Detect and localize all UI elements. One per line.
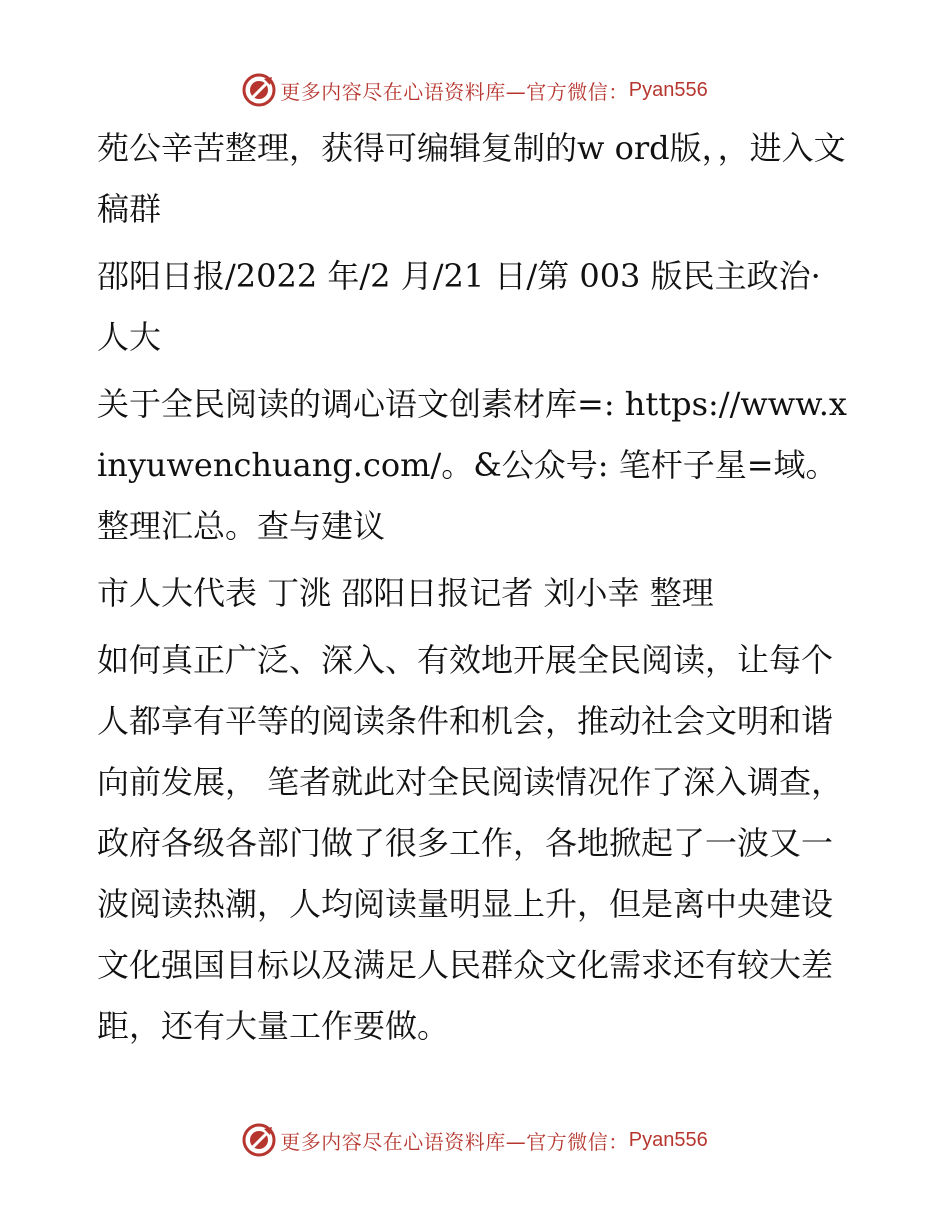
pen-logo-icon — [242, 1123, 276, 1157]
header-banner-text: 更多内容尽在心语资料库—官方微信： — [280, 79, 629, 104]
footer-watermark-banner — [0, 1118, 950, 1162]
header-watermark-banner — [0, 68, 950, 112]
paragraph-editable-note: 苑公辛苦整理，获得可编辑复制的w ord版，，进入文稿群 — [97, 129, 846, 228]
paragraph-body: 如何真正广泛、深入、有效地开展全民阅读，让每个人都享有平等的阅读条件和机会，推动社会文明和谐向前发展， 笔者就此对全民阅读情况作了深入调查， 政府各级各部门做了很多工作，各地掀起了一波又一波阅读热潮，人均阅读量明显上升，但是离中央建设文化强国目标以及满足人民群众文化需求还有较大差距，还有大量工作要做。 — [97, 641, 844, 1045]
paragraph-title: 关于全民阅读的调心语文创素材库=: https://www.xinyuwenchuang.com/。&公众号: 笔杆子星=域。整理汇总。查与建议 — [97, 385, 847, 545]
header-banner-id: Pyan556 — [628, 78, 708, 101]
document-body — [97, 118, 857, 1063]
footer-banner-text: 更多内容尽在心语资料库—官方微信： — [280, 1129, 629, 1154]
footer-banner-id: Pyan556 — [628, 1128, 708, 1151]
pen-logo-icon — [242, 73, 276, 107]
paragraph-authors: 市人大代表 丁洮 邵阳日报记者 刘小幸 整理 — [97, 574, 714, 612]
paragraph-source-line: 邵阳日报/2022 年/2 月/21 日/第 003 版民主政治· 人大 — [97, 257, 821, 356]
